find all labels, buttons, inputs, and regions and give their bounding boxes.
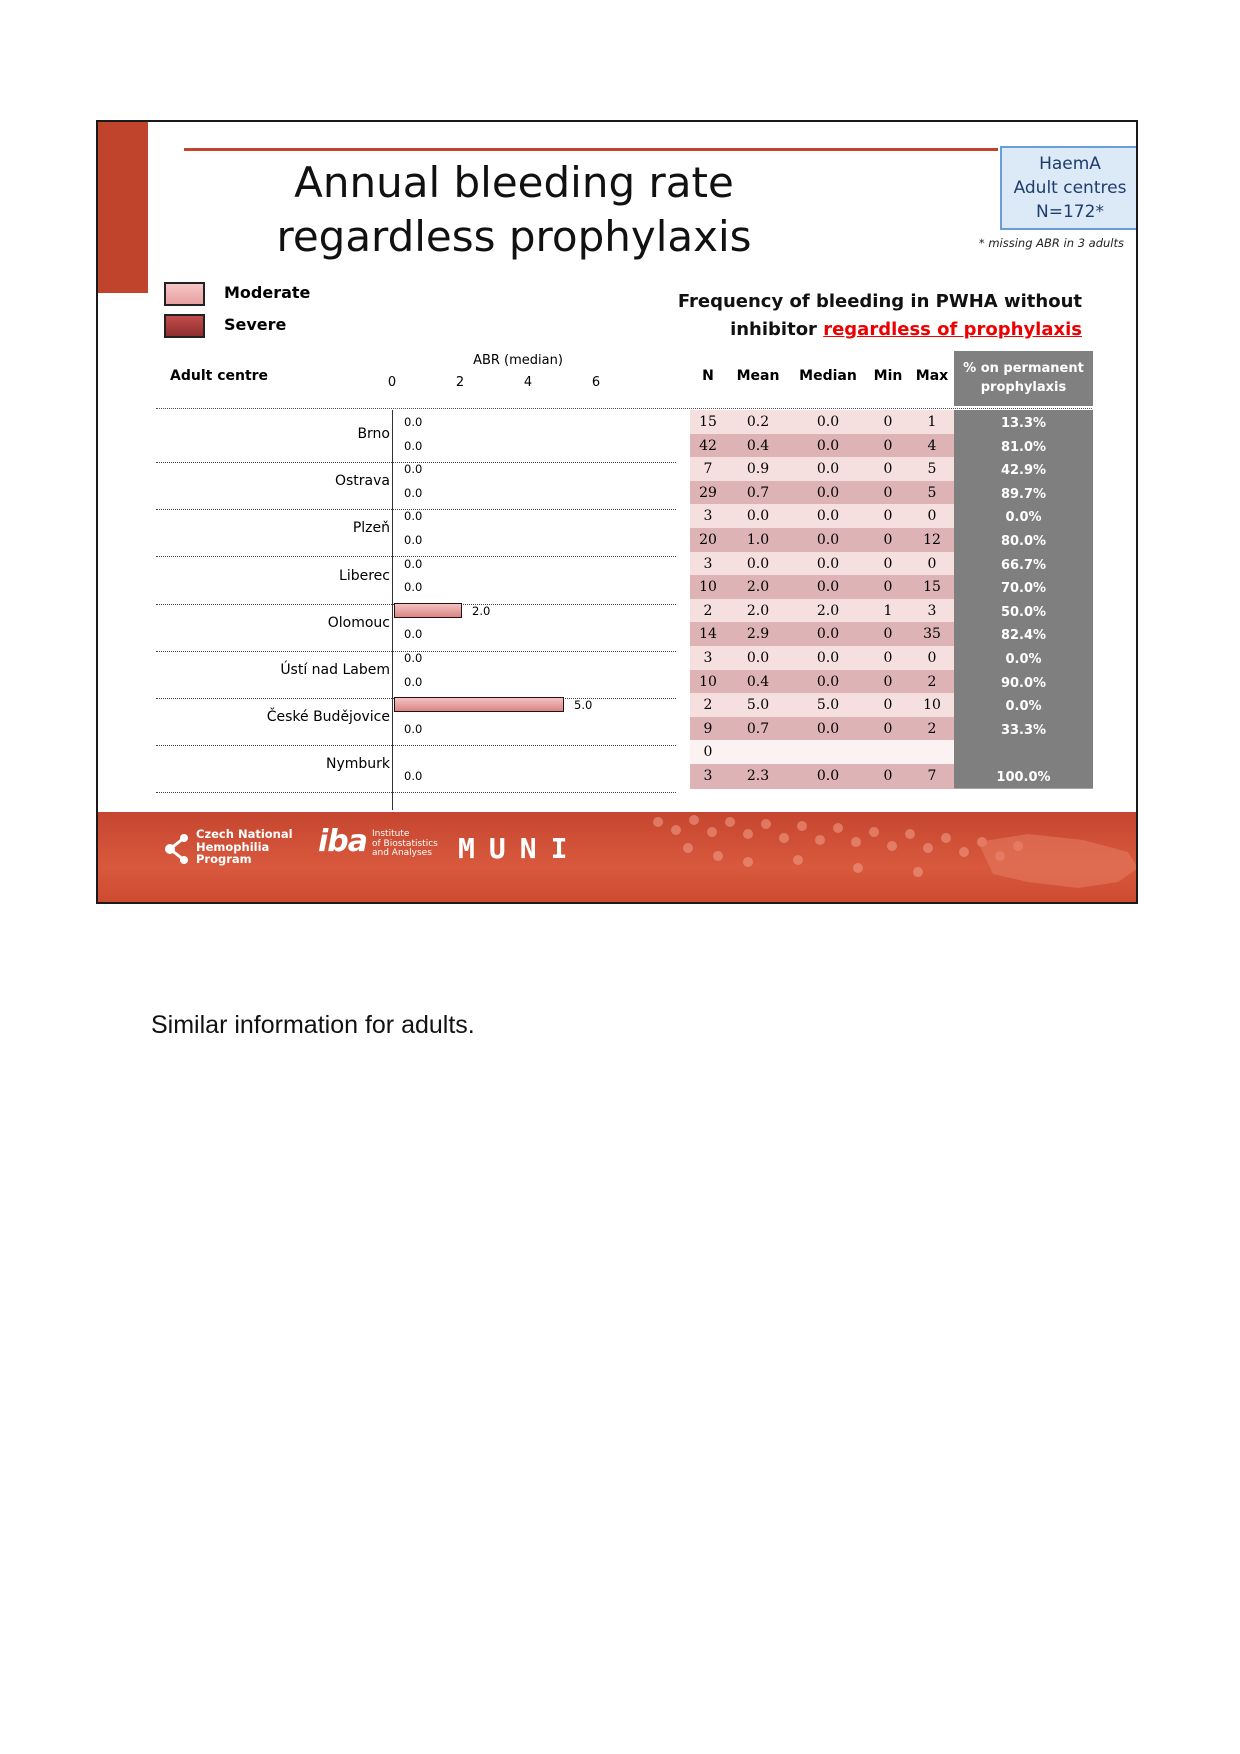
cell-pct-prophylaxis: 0.0%: [954, 693, 1093, 718]
cell-mean: 2.0: [746, 579, 770, 596]
centre-name: Ostrava: [334, 473, 390, 490]
table-row: [98, 457, 1138, 482]
centre-group: [98, 599, 1138, 651]
cell-min: 0: [883, 650, 893, 666]
centre-name: Liberec: [339, 567, 390, 584]
cell-mean: 2.0: [746, 602, 770, 619]
table-row: [98, 599, 1138, 624]
table-row: [98, 693, 1138, 718]
iba-logo-text: [372, 830, 438, 859]
cell-max: 0: [927, 555, 937, 572]
heading-prefix: inhibitor: [730, 319, 824, 340]
column-header-centre: Adult centre: [170, 368, 269, 384]
bar-value-label: 0.0: [404, 556, 423, 571]
cell-n: 3: [703, 650, 713, 666]
cell-mean: 0.4: [746, 437, 770, 454]
cell-min: 0: [883, 484, 893, 501]
slide-title: Annual bleeding rate regardless prophylaxis: [276, 158, 752, 261]
cell-median: 0.0: [816, 555, 840, 572]
cell-pct-prophylaxis: 0.0%: [954, 646, 1093, 671]
cell-max: 2: [927, 673, 937, 690]
cell-min: 0: [883, 673, 893, 690]
cell-max: 4: [927, 437, 937, 454]
title-rule: [184, 148, 998, 151]
cell-mean: 0.9: [746, 461, 770, 478]
cell-min: 0: [883, 414, 893, 430]
bar-value-label: 2.0: [472, 603, 491, 618]
cell-min: 0: [883, 555, 893, 572]
cell-pct-prophylaxis: 81.0%: [954, 434, 1093, 459]
cell-median: 0.0: [816, 673, 840, 690]
cell-pct-prophylaxis: 13.3%: [954, 410, 1093, 435]
table-row: [98, 740, 1138, 765]
cnhp-logo-icon: [162, 832, 192, 866]
centre-group: [98, 740, 1138, 792]
iba-line: Institute: [372, 829, 410, 839]
table-row: [98, 764, 1138, 789]
column-header-mean: Mean: [736, 368, 780, 384]
cell-pct-prophylaxis: 90.0%: [954, 670, 1093, 695]
cell-mean: 1.0: [746, 531, 770, 548]
cnhp-line: Czech National: [196, 827, 293, 841]
bar-value-label: 0.0: [404, 509, 423, 524]
bar-value-label: 0.0: [404, 721, 423, 736]
centre-name: Plzeň: [352, 520, 390, 537]
cell-max: 0: [927, 508, 937, 525]
cell-pct-prophylaxis: 42.9%: [954, 457, 1093, 482]
cell-pct-prophylaxis: 66.7%: [954, 552, 1093, 577]
cell-max: 0: [927, 650, 937, 666]
cell-n: 14: [699, 626, 717, 643]
cell-n: 42: [699, 437, 717, 454]
cell-min: 0: [883, 626, 893, 643]
axis-tick: 2: [455, 375, 465, 390]
column-header-max: Max: [915, 368, 949, 384]
bar-value-label: 5.0: [574, 698, 593, 713]
table-row: [98, 481, 1138, 506]
heading-line: Frequency of bleeding in PWHA without: [677, 291, 1082, 312]
column-header-median: Median: [799, 368, 857, 384]
centre-name: Nymburk: [325, 756, 390, 773]
cell-mean: 0.0: [746, 555, 770, 572]
cell-median: 0.0: [816, 531, 840, 548]
bar-value-label: 0.0: [404, 580, 423, 595]
heading-highlight: regardless of prophylaxis: [823, 319, 1082, 340]
cell-max: 5: [927, 484, 937, 501]
centre-group: [98, 646, 1138, 698]
centre-name: České Budějovice: [266, 709, 390, 726]
cell-mean: 0.0: [746, 650, 770, 666]
page-caption: Similar information for adults.: [151, 1011, 475, 1039]
bar-value-label: 0.0: [404, 627, 423, 642]
cell-min: [866, 740, 910, 765]
cell-n: 10: [699, 579, 717, 596]
cell-pct-prophylaxis: 50.0%: [954, 599, 1093, 624]
header-divider: [156, 408, 1092, 409]
table-row: [98, 528, 1138, 553]
cell-median: [790, 740, 866, 765]
cell-mean: 2.9: [746, 626, 770, 643]
bar-moderate: [394, 603, 462, 618]
table-row: [98, 717, 1138, 742]
group-divider: [156, 792, 676, 793]
table-row: [98, 434, 1138, 459]
pct-header-line: prophylaxis: [980, 380, 1067, 395]
cell-mean: [726, 740, 790, 765]
cell-min: 0: [883, 461, 893, 478]
cnhp-line: Hemophilia: [196, 839, 270, 854]
cell-max: 1: [927, 414, 937, 430]
table-row: [98, 646, 1138, 671]
cell-n: 15: [699, 414, 717, 430]
cell-n: 2: [703, 602, 713, 619]
bar-value-label: 0.0: [404, 485, 423, 500]
legend-label: Moderate: [224, 283, 311, 302]
cell-median: 0.0: [816, 650, 840, 666]
pct-header-line: % on permanent: [963, 361, 1084, 376]
cell-median: 0.0: [816, 767, 840, 784]
cell-max: 12: [923, 531, 941, 548]
bar-value-label: 0.0: [404, 768, 423, 783]
cell-min: 1: [883, 602, 893, 619]
info-box: [1000, 146, 1138, 230]
centre-name: Olomouc: [327, 614, 390, 631]
cell-median: 0.0: [816, 508, 840, 525]
cell-max: 10: [923, 697, 941, 714]
cell-mean: 0.2: [746, 414, 770, 430]
heading-line: [678, 316, 1082, 344]
muni-logo: MUNI: [458, 832, 582, 865]
accent-bar: [98, 122, 148, 293]
cell-min: 0: [883, 437, 893, 454]
centre-group: [98, 504, 1138, 556]
info-line: N=172*: [1036, 202, 1104, 222]
cell-mean: 0.7: [746, 484, 770, 501]
table-row: [98, 552, 1138, 577]
cell-mean: 0.0: [746, 508, 770, 525]
legend-swatch: [164, 282, 205, 306]
cell-n: 3: [703, 555, 713, 572]
cell-pct-prophylaxis: 70.0%: [954, 575, 1093, 600]
iba-line: and Analyses: [372, 848, 432, 858]
cell-median: 5.0: [816, 697, 840, 714]
legend-swatch: [164, 314, 205, 338]
cell-max: 35: [923, 626, 941, 643]
cell-max: 15: [923, 579, 941, 596]
legend-label: Severe: [224, 315, 287, 334]
table-row: [98, 575, 1138, 600]
cell-mean: 2.3: [746, 767, 770, 784]
cell-mean: 0.7: [746, 720, 770, 737]
cell-pct-prophylaxis: 82.4%: [954, 622, 1093, 647]
table-row: [98, 504, 1138, 529]
centre-group: [98, 693, 1138, 745]
cell-median: 0.0: [816, 626, 840, 643]
column-header-n: N: [702, 368, 714, 384]
cell-n: 2: [703, 697, 713, 714]
iba-line: of Biostatistics: [372, 838, 438, 849]
centre-name: Ústí nad Labem: [280, 662, 390, 678]
bar-value-label: 0.0: [404, 651, 423, 665]
cell-pct-prophylaxis: 80.0%: [954, 528, 1093, 553]
cnhp-line: Program: [196, 852, 252, 866]
cell-pct-prophylaxis: [954, 740, 1093, 765]
table-row: [98, 670, 1138, 695]
chart-axis: [392, 410, 393, 810]
cell-n: 10: [699, 673, 717, 690]
cell-n: 7: [703, 461, 713, 478]
cell-pct-prophylaxis: 0.0%: [954, 504, 1093, 529]
cell-n: 3: [703, 767, 713, 784]
cell-median: 0.0: [816, 579, 840, 596]
bar-moderate: [394, 697, 564, 712]
cell-max: 5: [927, 461, 937, 478]
centre-group: [98, 552, 1138, 604]
cell-min: 0: [883, 579, 893, 596]
cell-n: 29: [699, 484, 717, 501]
axis-tick: 0: [387, 375, 397, 390]
axis-tick: 6: [591, 375, 601, 390]
cell-median: 0.0: [816, 437, 840, 454]
table-row: [98, 410, 1138, 435]
chart-heading: [678, 288, 1082, 344]
column-header-pct: [954, 351, 1093, 406]
bar-value-label: 0.0: [404, 438, 423, 453]
cell-n: 9: [703, 720, 713, 737]
axis-title: ABR (median): [473, 353, 563, 368]
bar-value-label: 0.0: [404, 415, 423, 429]
centre-group: [98, 410, 1138, 462]
cell-median: 2.0: [816, 602, 840, 619]
cell-n: 20: [699, 531, 717, 548]
cell-max: 3: [927, 602, 937, 619]
cell-median: 0.0: [816, 414, 840, 430]
cell-max: [910, 740, 954, 765]
cell-max: 2: [927, 720, 937, 737]
slide: [96, 120, 1138, 904]
cell-pct-prophylaxis: 89.7%: [954, 481, 1093, 506]
info-line: HaemA: [1039, 154, 1101, 174]
bar-value-label: 0.0: [404, 532, 423, 547]
cell-min: 0: [883, 508, 893, 525]
cell-n: 3: [703, 508, 713, 525]
cell-min: 0: [883, 697, 893, 714]
cell-median: 0.0: [816, 720, 840, 737]
cell-pct-prophylaxis: 100.0%: [954, 764, 1093, 789]
cell-mean: 5.0: [746, 697, 770, 714]
cell-mean: 0.4: [746, 673, 770, 690]
centre-group: [98, 457, 1138, 509]
iba-logo: iba: [318, 824, 368, 859]
cell-pct-prophylaxis: 33.3%: [954, 717, 1093, 742]
cell-min: 0: [883, 720, 893, 737]
table-row: [98, 622, 1138, 647]
axis-tick: 4: [523, 375, 533, 390]
cell-max: 7: [927, 767, 937, 784]
column-header-min: Min: [873, 368, 903, 384]
footer-band: [98, 812, 1138, 904]
bar-value-label: 0.0: [404, 462, 423, 477]
cell-median: 0.0: [816, 484, 840, 501]
cell-min: 0: [883, 767, 893, 784]
footnote: * missing ABR in 3 adults: [978, 236, 1124, 250]
info-line: Adult centres: [1013, 178, 1127, 198]
cnhp-logo-text: [196, 828, 293, 866]
centre-name: Brno: [357, 426, 390, 442]
cell-median: 0.0: [816, 461, 840, 478]
bar-value-label: 0.0: [404, 674, 423, 689]
cell-min: 0: [883, 531, 893, 548]
cell-n: 0: [703, 744, 713, 761]
